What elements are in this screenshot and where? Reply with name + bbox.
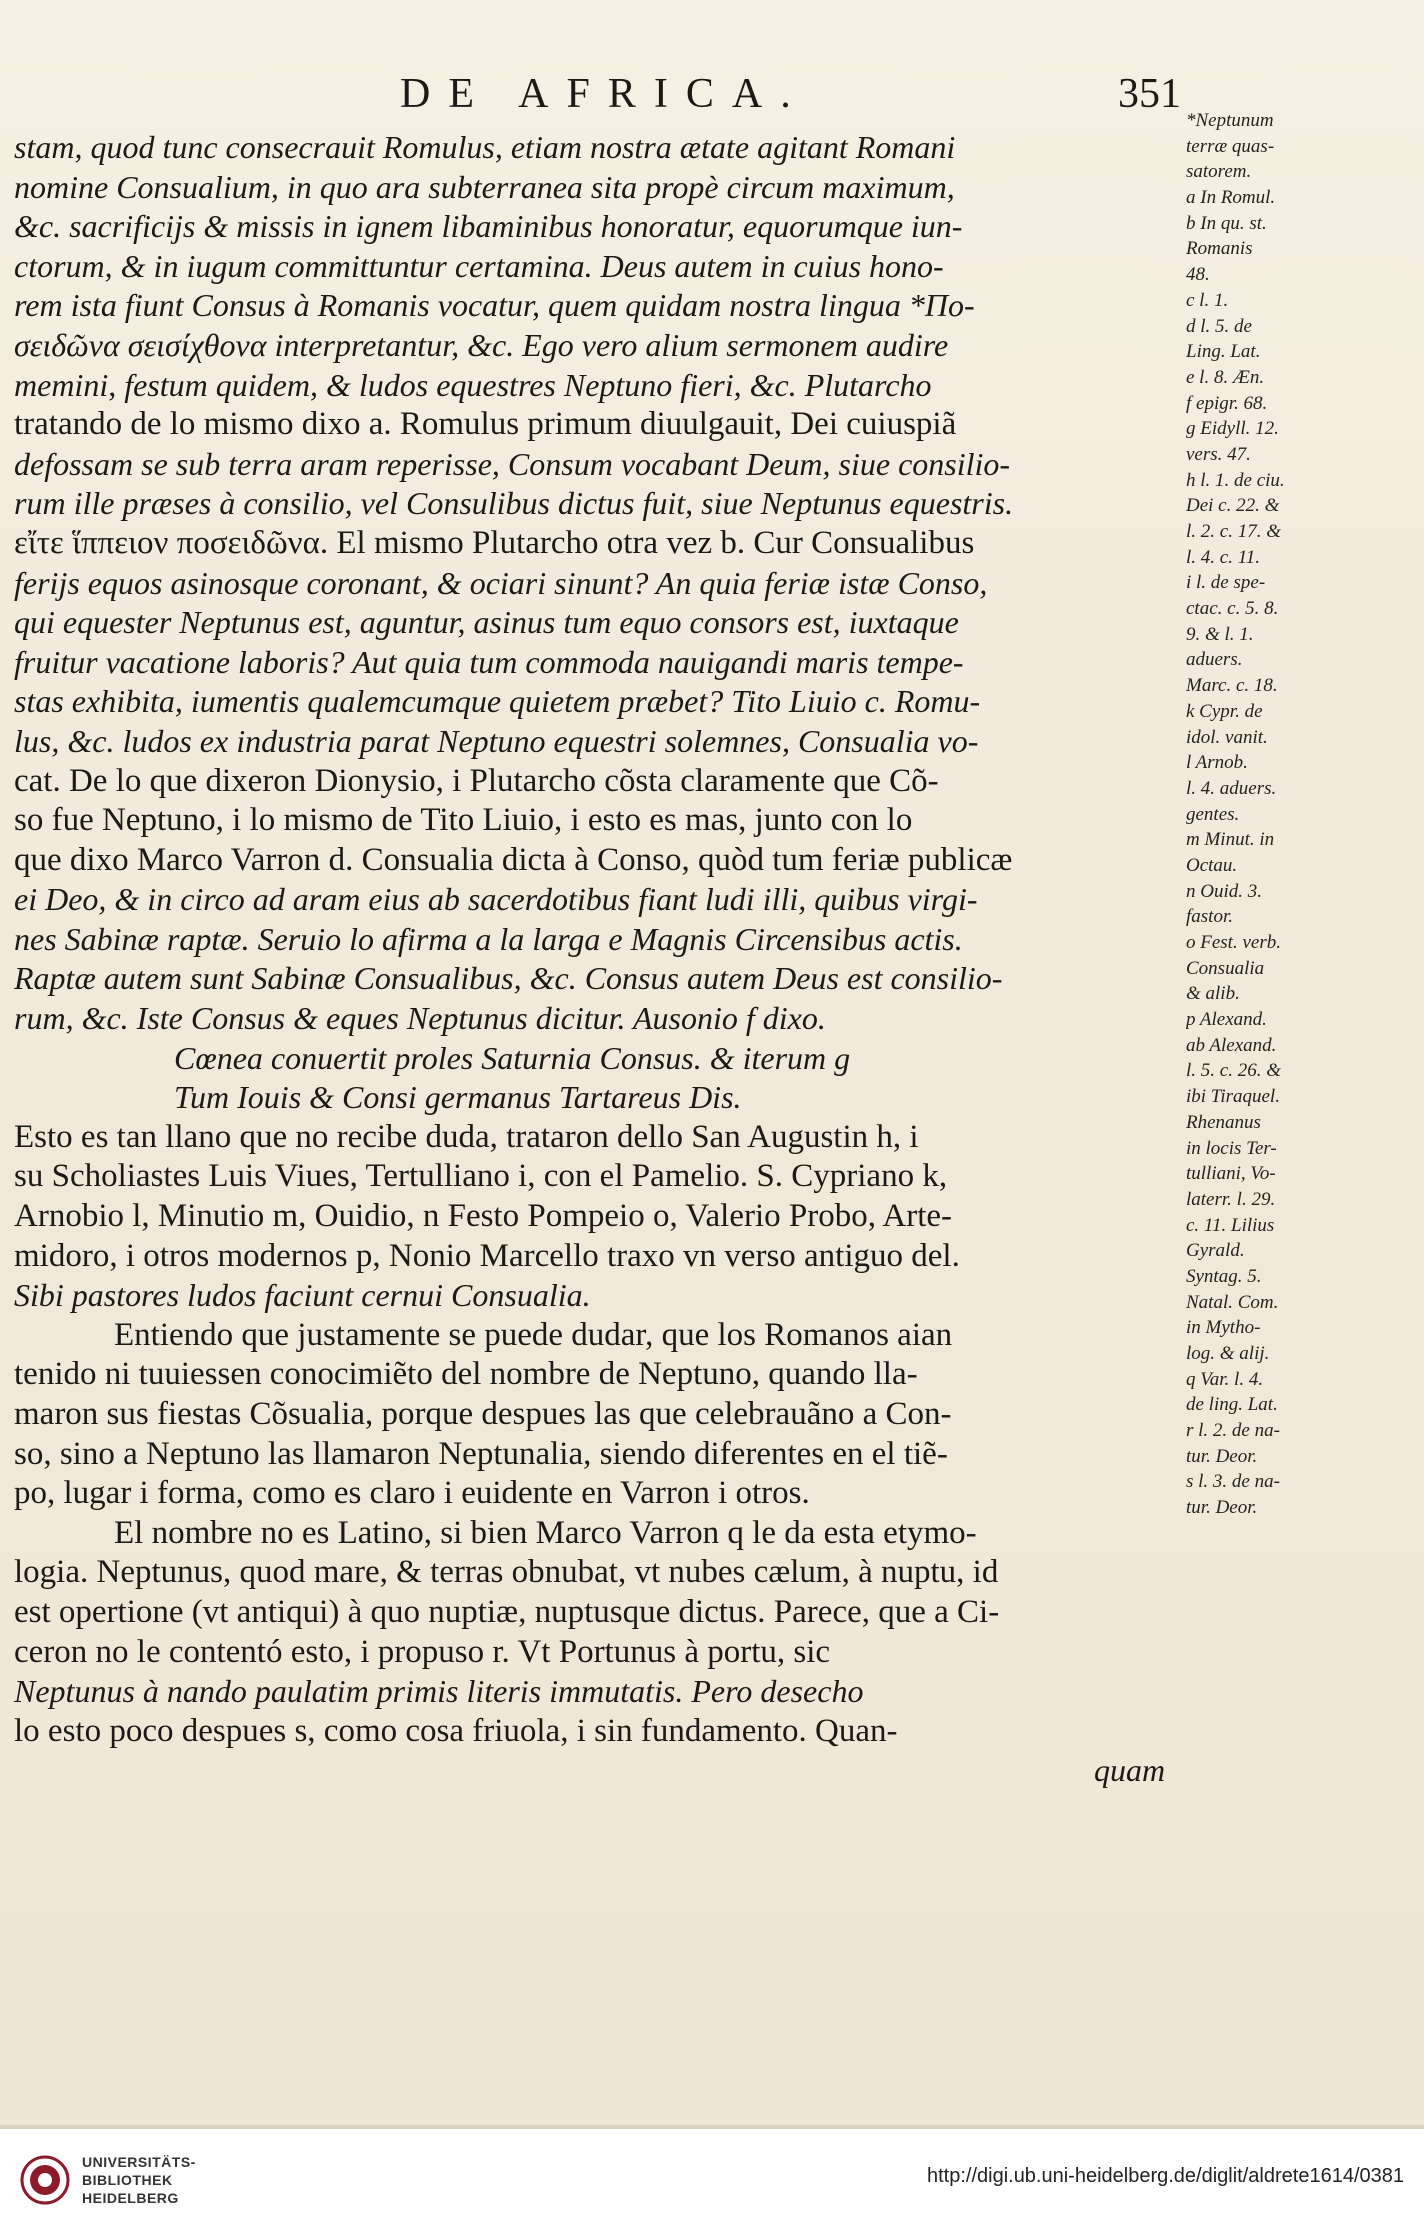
margin-note: Gyrald. <box>1186 1240 1245 1262</box>
text-line: midoro, i otros modernos p, Nonio Marcello traxo vn verso antiguo del. <box>14 1237 960 1274</box>
verse-line: Cœnea conuertit proles Saturnia Consus. & iterum g <box>174 1039 851 1076</box>
margin-note: idol. vanit. <box>1186 726 1268 748</box>
margin-note: 9. & l. 1. <box>1186 623 1254 645</box>
margin-note: i l. de spe- <box>1186 572 1266 594</box>
margin-note: a In Romul. <box>1186 187 1276 209</box>
text-line: est opertione (vt antiqui) à quo nuptiæ, nuptusque dictus. Parece, que a Ci- <box>14 1593 1000 1630</box>
margin-note: aduers. <box>1186 649 1243 671</box>
paragraph-start-line: El nombre no es Latino, si bien Marco Varron q le da esta etymo- <box>114 1514 977 1551</box>
text-line: nomine Consualium, in quo ara subterranea sita propè circum maximum, <box>14 168 955 205</box>
main-text-column <box>14 128 1174 1791</box>
margin-note: laterr. l. 29. <box>1186 1188 1276 1210</box>
margin-note: in locis Ter- <box>1186 1137 1277 1159</box>
footer-bar <box>0 2129 1424 2234</box>
margin-note: m Minut. in <box>1186 829 1275 851</box>
text-line: Neptunus à nando paulatim primis literis immutatis. Pero desecho <box>14 1673 864 1710</box>
text-line: rem ista fiunt Consus à Romanis vocatur, quem quidam nostra lingua *Πο- <box>14 287 975 324</box>
margin-note: l. 4. aduers. <box>1186 777 1277 799</box>
text-line: tratando de lo mismo dixo a. Romulus primum diuulgauit, Dei cuiuspiã <box>14 406 957 443</box>
margin-note: Syntag. 5. <box>1186 1265 1262 1287</box>
text-line: stam, quod tunc consecrauit Romulus, etiam nostra ætate agitant Romani <box>14 129 956 165</box>
text-line: cat. De lo que dixeron Dionysio, i Plutarcho cõsta claramente que Cõ- <box>14 762 939 799</box>
text-line: so fue Neptuno, i lo mismo de Tito Liuio, i esto es mas, junto con lo <box>14 802 913 839</box>
margin-note: ctac. c. 5. 8. <box>1186 598 1279 620</box>
margin-note: r l. 2. de na- <box>1186 1420 1280 1442</box>
library-name <box>82 2153 282 2207</box>
text-line: so, sino a Neptuno las llamaron Neptunalia, siendo diferentes en el tiẽ- <box>14 1435 948 1472</box>
text-line: que dixo Marco Varron d. Consualia dicta à Conso, quòd tum feriæ publicæ <box>14 841 1013 878</box>
margin-note: b In qu. st. <box>1186 212 1267 234</box>
margin-note: tur. Deor. <box>1186 1445 1258 1467</box>
margin-note: o Fest. verb. <box>1186 932 1281 953</box>
marginal-notes-column <box>1186 108 1336 1521</box>
margin-note: Ling. Lat. <box>1186 341 1261 363</box>
margin-note: terræ quas- <box>1186 135 1275 157</box>
paragraph-start-line: Entiendo que justamente se puede dudar, que los Romanos aian <box>114 1316 953 1353</box>
margin-note: n Ouid. 3. <box>1186 880 1262 902</box>
text-line: maron sus fiestas Cõsualia, porque despues las que celebrauãno a Con- <box>14 1396 952 1432</box>
margin-note: satorem. <box>1186 161 1252 183</box>
margin-note: Romanis <box>1186 238 1253 260</box>
text-line: ctorum, & in iugum committuntur certamina. Deus autem in cuius hono- <box>14 247 944 284</box>
margin-note: log. & alij. <box>1186 1343 1270 1364</box>
margin-note: h l. 1. de ciu. <box>1186 469 1285 491</box>
library-name-line: UNIVERSITÄTS- <box>82 2154 196 2170</box>
text-line: Raptæ autem sunt Sabinæ Consualibus, &c. Consus autem Deus est consilio- <box>14 960 1003 997</box>
verse-line: Tum Iouis & Consi germanus Tartareus Dis. <box>174 1079 742 1116</box>
text-line: memini, festum quidem, & ludos equestres Neptuno fieri, &c. Plutarcho <box>14 366 932 403</box>
margin-note: fastor. <box>1186 906 1233 928</box>
margin-note: & alib. <box>1186 983 1240 1005</box>
text-line: tenido ni tuuiessen conocimiẽto del nombre de Neptuno, quando lla- <box>14 1356 918 1393</box>
text-line: nes Sabinæ raptæ. Seruio lo afirma a la larga e Magnis Circensibus actis. <box>14 920 963 957</box>
text-line: εἴτε ἵππειον ποσειδῶνα. El mismo Plutarcho otra vez b. Cur Consualibus <box>14 524 975 561</box>
text-line: rum, &c. Iste Consus & eques Neptunus dicitur. Ausonio f dixo. <box>14 1000 826 1037</box>
text-line: su Scholiastes Luis Viues, Tertulliano i, con el Pamelio. S. Cypriano k, <box>14 1158 948 1195</box>
margin-note: l. 5. c. 26. & <box>1186 1060 1281 1082</box>
margin-note: 48. <box>1186 264 1210 286</box>
margin-note: tur. Deor. <box>1186 1497 1258 1519</box>
margin-note: ab Alexand. <box>1186 1034 1277 1056</box>
library-name-line: BIBLIOTHEK <box>82 2172 173 2188</box>
margin-note: in Mytho- <box>1186 1317 1261 1339</box>
page-number: 351 <box>1118 71 1181 117</box>
text-line: rum ille præses à consilio, vel Consulibus dictus fuit, siue Neptunus equestris. <box>14 485 1014 522</box>
text-line: qui equester Neptunus est, aguntur, asinus tum equo consors est, iuxtaque <box>14 604 959 641</box>
margin-note: l Arnob. <box>1186 752 1248 774</box>
margin-note: *Neptunum <box>1186 110 1274 131</box>
margin-note: e l. 8. Æn. <box>1186 366 1265 388</box>
running-head: DE AFRICA. <box>400 71 809 117</box>
text-line: po, lugar i forma, como es claro i euidente en Varron i otros. <box>14 1475 810 1512</box>
margin-note: Natal. Com. <box>1186 1291 1279 1313</box>
margin-note: vers. 47. <box>1186 443 1251 465</box>
margin-note: l. 2. c. 17. & <box>1186 521 1281 542</box>
text-line: logia. Neptunus, quod mare, & terras obnubat, vt nubes cælum, à nuptu, id <box>14 1554 999 1591</box>
text-line: stas exhibita, iumentis qualemcumque quietem præbet? Tito Liuio c. Romu- <box>14 683 981 720</box>
text-line: Arnobio l, Minutio m, Ouidio, n Festo Pompeio o, Valerio Probo, Arte- <box>14 1198 953 1235</box>
margin-note: de ling. Lat. <box>1186 1394 1278 1416</box>
margin-note: ibi Tiraquel. <box>1186 1086 1280 1108</box>
source-url-link[interactable]: http://digi.ub.uni-heidelberg.de/diglit/aldrete1614/0381 <box>926 2165 1404 2187</box>
catchword: quam <box>1094 1752 1166 1789</box>
margin-note: l. 4. c. 11. <box>1186 546 1261 568</box>
margin-note: tulliani, Vo- <box>1186 1163 1276 1185</box>
margin-note: c. 11. Lilius <box>1186 1214 1275 1236</box>
margin-note: k Cypr. de <box>1186 700 1263 722</box>
text-line: fruitur vacatione laboris? Aut quia tum commoda nauigandi maris tempe- <box>14 643 964 680</box>
text-line: ceron no le contentó esto, i propuso r. Vt Portunus à portu, sic <box>14 1633 831 1670</box>
margin-note: Marc. c. 18. <box>1186 675 1278 697</box>
margin-note: gentes. <box>1186 803 1240 825</box>
margin-note: Octau. <box>1186 854 1238 876</box>
text-line: ferijs equos asinosque coronant, & ociari sinunt? An quia feriæ istæ Conso, <box>14 564 988 601</box>
margin-note: c l. 1. <box>1186 289 1229 311</box>
text-line: defossam se sub terra aram reperisse, Consum vocabant Deum, siue consilio- <box>14 445 1011 482</box>
text-line: σειδῶνα σεισίχθονα interpretantur, &c. Ego vero alium sermonem audire <box>14 326 949 363</box>
margin-note: f epigr. 68. <box>1186 392 1268 414</box>
text-line: Sibi pastores ludos faciunt cernui Consualia. <box>14 1277 591 1314</box>
margin-note: d l. 5. de <box>1186 315 1252 337</box>
margin-note: q Var. l. 4. <box>1186 1368 1264 1390</box>
library-name-line: HEIDELBERG <box>82 2190 179 2206</box>
text-line: &c. sacrificijs & missis in ignem libaminibus honoratur, equorumque iun- <box>14 208 963 245</box>
text-line: lus, &c. ludos ex industria parat Neptuno equestri solemnes, Consualia vo- <box>14 722 979 759</box>
text-line: Esto es tan llano que no recibe duda, trataron dello San Augustin h, i <box>14 1118 919 1155</box>
margin-note: g Eidyll. 12. <box>1186 418 1279 440</box>
margin-note: p Alexand. <box>1186 1009 1267 1031</box>
margin-note: Dei c. 22. & <box>1186 495 1280 517</box>
margin-note: s l. 3. de na- <box>1186 1471 1280 1493</box>
margin-note: Consualia <box>1186 957 1265 979</box>
university-seal-icon <box>20 2155 70 2205</box>
margin-note: Rhenanus <box>1186 1111 1261 1133</box>
text-line: lo esto poco despues s, como cosa friuola, i sin fundamento. Quan- <box>14 1712 898 1749</box>
text-line: ei Deo, & in circo ad aram eius ab sacerdotibus fiant ludi illi, quibus virgi- <box>14 881 978 918</box>
